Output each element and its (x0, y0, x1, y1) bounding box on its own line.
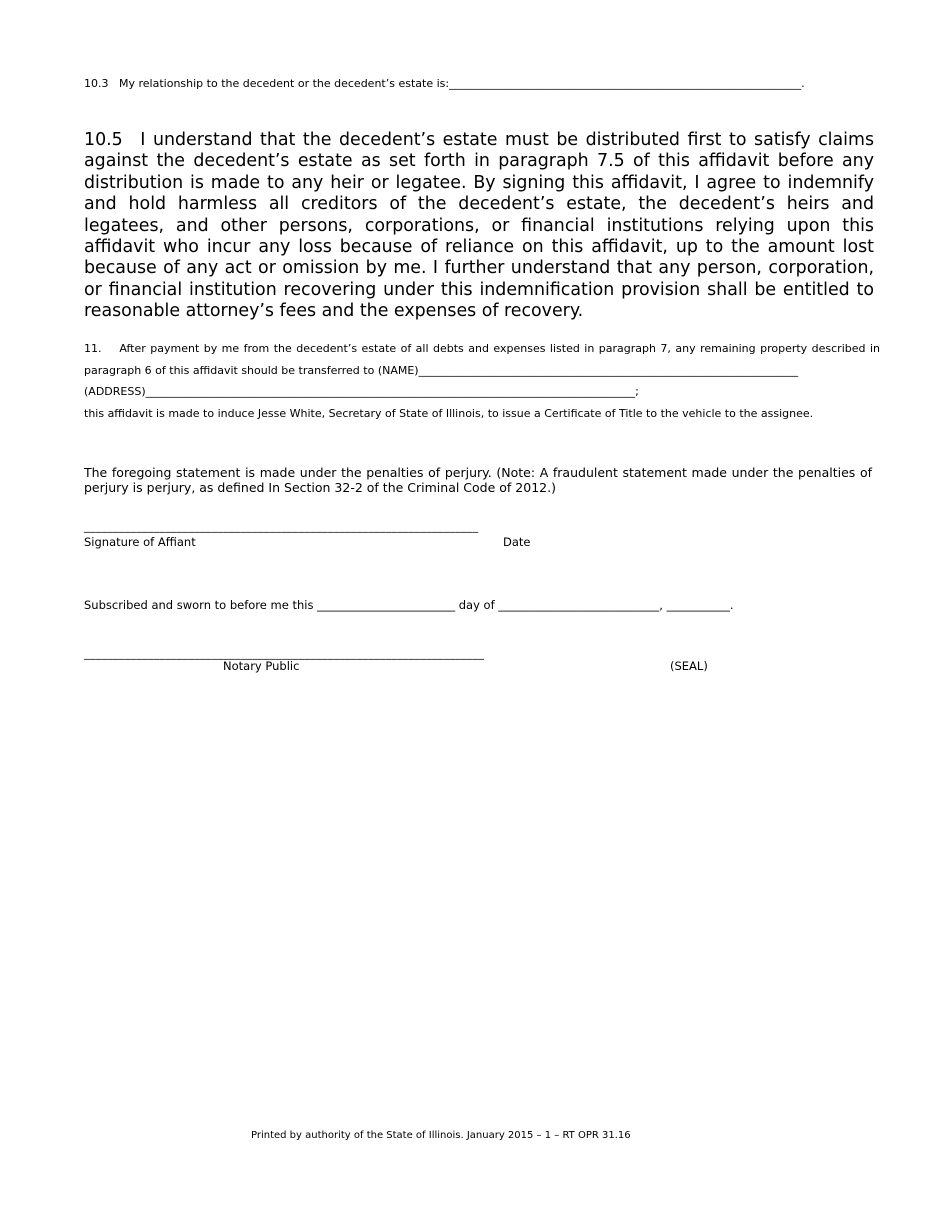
date-label: Date (503, 535, 531, 549)
sworn-statement[interactable]: Subscribed and sworn to before me this ________________________ day of ____________________________, ___________. (84, 598, 734, 612)
section-11-line-1: 11. After payment by me from the decedent’s estate of all debts and expenses listed in paragraph 7, any remaining property described in (84, 342, 880, 355)
affiant-signature-label: Signature of Affiant (84, 535, 196, 549)
perjury-statement: The foregoing statement is made under the penalties of perjury. (Note: A fraudulent statement made under the penalties of perjury is perjury, as defined In Section 32-2 of the Criminal Code of 2012.) (84, 465, 872, 495)
notary-signature-field[interactable]: _____________________________________________________________________ (84, 647, 485, 660)
section-10-5-text: I understand that the decedent’s estate must be distributed first to satisfy claims against the decedent’s estate as set forth in paragraph 7.5 of this affidavit before any distribution is made to any heir or legatee. By signing this affidavit, I agree to indemnify and hold harmless all creditors of the decedent’s estate, the decedent’s heirs and legatees, and other persons, corporations, or financial institutions relying upon this affidavit who incur any loss because of reliance on this affidavit, up to the amount lost because of any act or omission by me. I further understand that any person, corporation, or financial institution recovering under this indemnification provision shall be entitled to reasonable attorney’s fees and the expenses of recovery. (84, 130, 874, 322)
section-11 (84, 338, 880, 424)
section-10-5 (84, 130, 874, 323)
section-10-3-number: 10.3 (84, 77, 109, 90)
section-11-number: 11. (84, 342, 102, 355)
section-11-line-3: (ADDRESS)_________________________________________________________________________________________; (84, 385, 639, 398)
transferee-address-field[interactable]: _________________________________________________________________________________________; (145, 385, 639, 398)
section-10-3 (84, 77, 805, 90)
transferee-name-field[interactable]: _____________________________________________________________________ (418, 363, 799, 377)
page-footer: Printed by authority of the State of Illinois. January 2015 – 1 – RT OPR 31.16 (251, 1130, 631, 1141)
notary-public-label: Notary Public (223, 659, 300, 673)
section-10-5-number: 10.5 (84, 130, 123, 150)
section-11-line-2: paragraph 6 of this affidavit should be transferred to (NAME)_____________________________________________________________________ (84, 363, 799, 377)
section-10-3-text: My relationship to the decedent or the decedent’s estate is: (119, 77, 450, 90)
section-11-line-4: this affidavit is made to induce Jesse White, Secretary of State of Illinois, to issue a Certificate of Title to the vehicle to the assignee. (84, 406, 814, 420)
seal-label: (SEAL) (670, 659, 708, 673)
affiant-signature-field[interactable]: ____________________________________________________________________ (84, 520, 479, 533)
relationship-field[interactable]: ________________________________________________________________. (449, 77, 805, 90)
